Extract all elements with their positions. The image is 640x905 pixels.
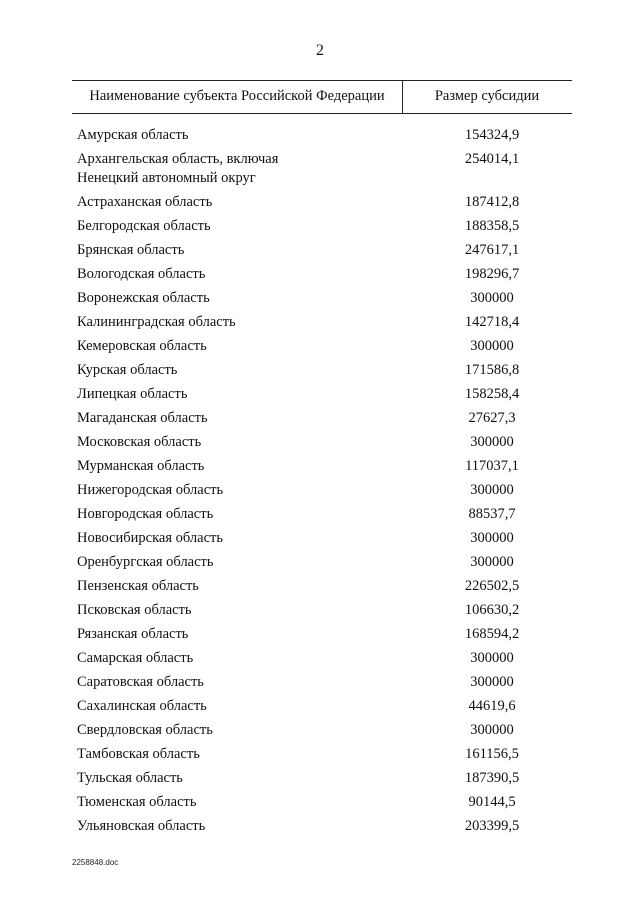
region-name-line: Кемеровская область	[77, 337, 207, 354]
table-row	[77, 190, 572, 214]
region-name	[77, 286, 417, 310]
page-number: 2	[316, 42, 324, 59]
subsidy-amount: 300000	[470, 721, 514, 738]
table-row	[77, 742, 572, 766]
subsidy-amount: 300000	[470, 553, 514, 570]
region-name	[77, 646, 417, 670]
region-name	[77, 790, 417, 814]
region-name-line: Пензенская область	[77, 577, 199, 594]
region-name	[77, 718, 417, 742]
region-name-line: Нижегородская область	[77, 481, 224, 498]
region-name-line: Амурская область	[77, 126, 189, 143]
subsidy-amount: 254014,1	[464, 150, 520, 167]
region-name-line: Воронежская область	[77, 289, 210, 306]
table-row	[77, 670, 572, 694]
table-row	[77, 478, 572, 502]
header-subsidy-amount: Размер субсидии	[434, 88, 540, 104]
subsidy-amount: 203399,5	[464, 817, 520, 834]
table-row	[77, 574, 572, 598]
region-name	[77, 526, 417, 550]
subsidy-amount: 90144,5	[468, 793, 516, 810]
table-row	[77, 286, 572, 310]
region-name-line: Магаданская область	[77, 409, 208, 426]
subsidy-amount: 142718,4	[464, 313, 520, 330]
region-name	[77, 382, 417, 406]
region-name-line: Новосибирская область	[77, 529, 223, 546]
header-region-name: Наименование субъекта Российской Федерации	[72, 81, 403, 113]
table-header	[72, 80, 572, 114]
region-name-line: Архангельская область, включая	[77, 150, 279, 167]
table-row	[77, 526, 572, 550]
region-name-line: Тамбовская область	[77, 745, 200, 762]
subsidy-amount: 117037,1	[465, 457, 519, 474]
region-name	[77, 478, 417, 502]
region-name-line: Липецкая область	[77, 385, 188, 402]
table-row	[77, 766, 572, 790]
subsidy-amount: 300000	[470, 337, 514, 354]
table-row	[77, 622, 572, 646]
table-row	[77, 214, 572, 238]
subsidy-amount: 300000	[470, 673, 514, 690]
region-name-line: Новгородская область	[77, 505, 214, 522]
region-name-line: Курская область	[77, 361, 178, 378]
region-name-line: Ненецкий автономный округ	[77, 169, 256, 186]
region-name	[77, 502, 417, 526]
table-row	[77, 382, 572, 406]
region-name-line: Брянская область	[77, 241, 185, 258]
table-body	[77, 123, 572, 838]
region-name-line: Свердловская область	[77, 721, 213, 738]
region-name	[77, 550, 417, 574]
region-name-line: Тюменская область	[77, 793, 197, 810]
table-row	[77, 550, 572, 574]
table-row	[77, 430, 572, 454]
table-row	[77, 790, 572, 814]
region-name	[77, 766, 417, 790]
region-name-line: Вологодская область	[77, 265, 206, 282]
region-name	[77, 123, 417, 147]
subsidy-amount: 226502,5	[464, 577, 520, 594]
region-name-line: Московская область	[77, 433, 202, 450]
subsidy-amount: 171586,8	[464, 361, 520, 378]
region-name	[77, 694, 417, 718]
subsidy-amount: 300000	[470, 649, 514, 666]
region-name-line: Астраханская область	[77, 193, 213, 210]
table-row	[77, 718, 572, 742]
region-name	[77, 742, 417, 766]
subsidy-amount: 300000	[470, 529, 514, 546]
region-name	[77, 814, 417, 838]
table-row	[77, 646, 572, 670]
subsidy-amount: 300000	[470, 433, 514, 450]
table-row	[77, 694, 572, 718]
subsidy-amount: 106630,2	[464, 601, 520, 618]
table-row	[77, 238, 572, 262]
table-row	[77, 454, 572, 478]
region-name-line: Ульяновская область	[77, 817, 206, 834]
subsidy-amount: 247617,1	[464, 241, 520, 258]
region-name	[77, 454, 417, 478]
region-name	[77, 358, 417, 382]
subsidy-amount: 158258,4	[464, 385, 520, 402]
table-row	[77, 262, 572, 286]
subsidy-amount: 188358,5	[464, 217, 520, 234]
table-row	[77, 147, 572, 190]
region-name	[77, 238, 417, 262]
subsidy-amount: 44619,6	[468, 697, 516, 714]
table-row	[77, 310, 572, 334]
subsidy-amount: 154324,9	[464, 126, 520, 143]
subsidy-amount: 187390,5	[464, 769, 520, 786]
subsidy-amount: 168594,2	[464, 625, 520, 642]
region-name-line: Тульская область	[77, 769, 183, 786]
region-name	[77, 262, 417, 286]
region-name	[77, 670, 417, 694]
region-name-line: Псковская область	[77, 601, 192, 618]
subsidy-amount: 300000	[470, 481, 514, 498]
region-name-line: Мурманская область	[77, 457, 205, 474]
table-row	[77, 406, 572, 430]
region-name-line: Оренбургская область	[77, 553, 214, 570]
subsidy-amount: 187412,8	[464, 193, 520, 210]
region-name	[77, 406, 417, 430]
region-name	[77, 190, 417, 214]
table-row	[77, 598, 572, 622]
subsidy-amount: 27627,3	[468, 409, 516, 426]
region-name-line: Саратовская область	[77, 673, 204, 690]
subsidy-amount: 198296,7	[464, 265, 520, 282]
table-row	[77, 814, 572, 838]
footer-file-name: 2258848.doc	[72, 858, 119, 867]
subsidy-amount: 300000	[470, 289, 514, 306]
region-name	[77, 147, 417, 190]
region-name-line: Белгородская область	[77, 217, 211, 234]
region-name	[77, 214, 417, 238]
region-name-line: Калининградская область	[77, 313, 236, 330]
table-row	[77, 334, 572, 358]
subsidy-amount: 88537,7	[468, 505, 516, 522]
table-row	[77, 123, 572, 147]
region-name	[77, 574, 417, 598]
region-name	[77, 430, 417, 454]
subsidy-amount: 161156,5	[465, 745, 519, 762]
table-row	[77, 502, 572, 526]
region-name-line: Рязанская область	[77, 625, 189, 642]
region-name-line: Самарская область	[77, 649, 194, 666]
table-row	[77, 358, 572, 382]
region-name	[77, 622, 417, 646]
region-name	[77, 598, 417, 622]
region-name	[77, 310, 417, 334]
region-name	[77, 334, 417, 358]
region-name-line: Сахалинская область	[77, 697, 207, 714]
